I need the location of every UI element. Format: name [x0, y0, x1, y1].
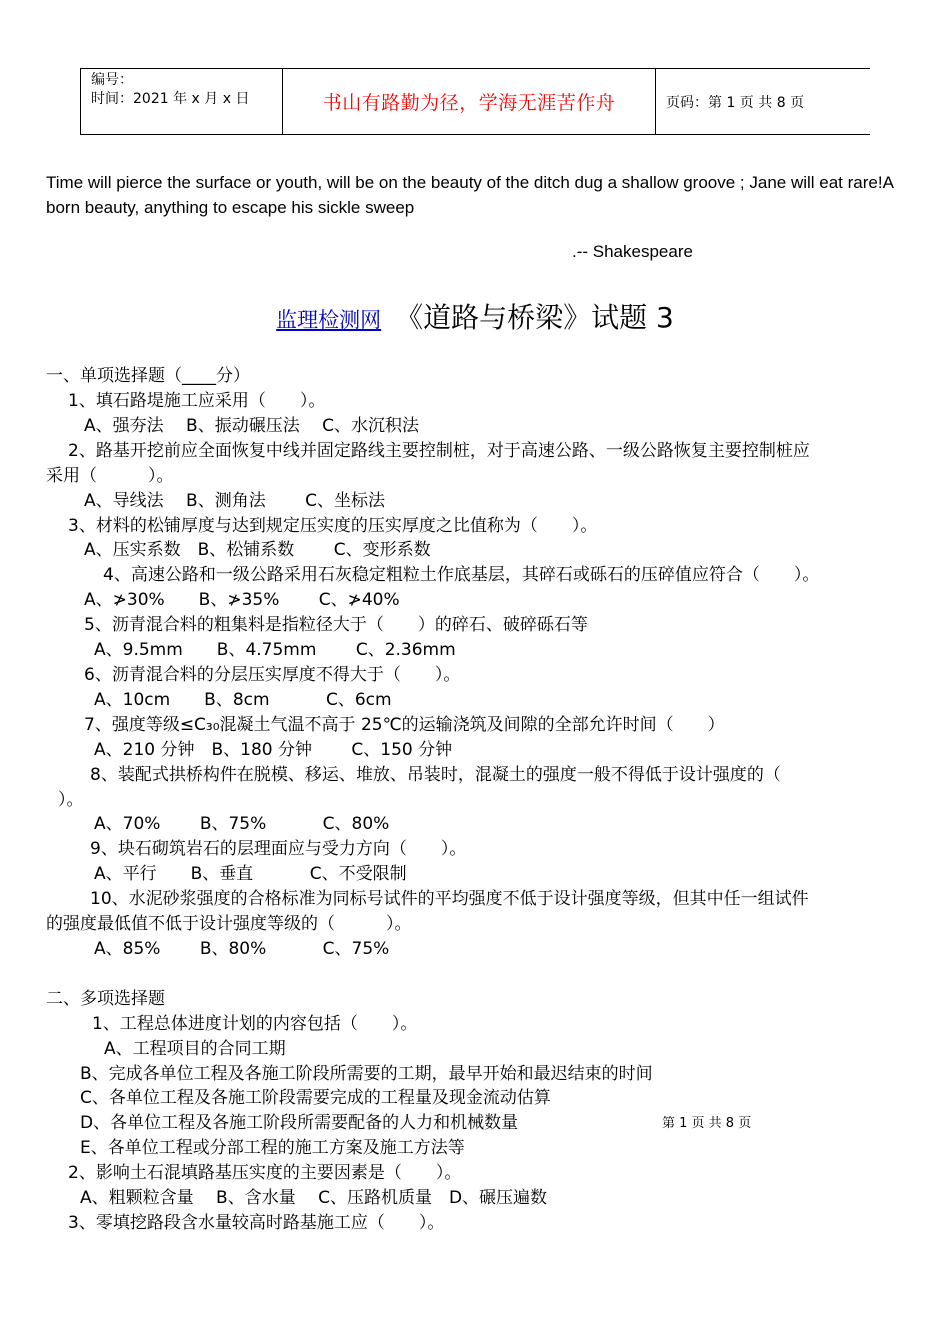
question-line-continued: 的强度最低值不低于设计强度等级的（ ）。 [46, 914, 412, 934]
question-line: 2、路基开挖前应全面恢复中线并固定路线主要控制桩，对于高速公路、一级公路恢复主要控制桩应 [68, 441, 810, 461]
question-line: 3、材料的松铺厚度与达到规定压实度的压实厚度之比值称为（ ）。 [68, 516, 598, 536]
page-label: 页码：第 1 页 共 8 页 [666, 94, 805, 111]
option-line: B、完成各单位工程及各施工阶段所需要的工期，最早开始和最迟结束的时间 [80, 1064, 653, 1084]
page-title [0, 296, 950, 336]
time-label: 时间：2021 年 x 月 x 日 [91, 91, 250, 107]
option-line: E、各单位工程或分部工程的施工方案及施工方法等 [80, 1138, 465, 1158]
question-line: 10、水泥砂浆强度的合格标准为同标号试件的平均强度不低于设计强度等级，但其中任一组试件 [90, 889, 809, 909]
question-line: 4、高速公路和一级公路采用石灰稳定粗粒土作底基层，其碎石或砾石的压碎值应符合（ ）。 [103, 565, 820, 585]
header-info-cell [81, 69, 283, 134]
options-line: A、70% B、75% C、80% [94, 814, 390, 834]
question-line: 6、沥青混合料的分层压实厚度不得大于（ ）。 [84, 665, 461, 685]
options-line: A、9.5mm B、4.75mm C、2.36mm [94, 640, 456, 660]
options-line: A、压实系数 B、松铺系数 C、变形系数 [84, 540, 431, 560]
question-line: 1、工程总体进度计划的内容包括（ ）。 [92, 1014, 418, 1034]
options-line: A、平行 B、垂直 C、不受限制 [94, 864, 407, 884]
question-line: 3、零填挖路段含水量较高时路基施工应（ ）。 [68, 1213, 445, 1233]
option-line: D、各单位工程及各施工阶段所需要配备的人力和机械数量 [80, 1113, 519, 1133]
number-label: 编号： [91, 72, 133, 88]
option-line: A、工程项目的合同工期 [104, 1039, 286, 1059]
options-line: A、210 分钟 B、180 分钟 C、150 分钟 [94, 740, 453, 760]
header-table [80, 68, 870, 135]
page-label-cell [656, 69, 870, 134]
motto-text: 书山有路勤为径，学海无涯苦作舟 [322, 92, 616, 114]
quote-text: Time will pierce the surface or youth, will be on the beauty of the ditch dug a shallow groove ; Jane will eat rare!A born beauty, anything to escape his sickle sweep [46, 173, 893, 217]
question-line-continued: ）。 [58, 790, 84, 810]
options-line: A、10cm B、8cm C、6cm [94, 690, 392, 710]
question-line: 1、填石路堤施工应采用（ ）。 [68, 391, 326, 411]
options-line: A、≯30% B、≯35% C、≯40% [84, 590, 400, 610]
options-line: A、粗颗粒含量 B、含水量 C、压路机质量 D、碾压遍数 [80, 1188, 548, 1208]
quote-author: .-- Shakespeare [572, 242, 693, 261]
section-heading-single-choice: 一、单项选择题（____分） [46, 366, 250, 386]
motto-cell [283, 69, 656, 134]
question-line: 7、强度等级≤C₃₀混凝土气温不高于 25℃的运输浇筑及间隙的全部允许时间（ ） [84, 715, 725, 735]
options-line: A、强夯法 B、振动碾压法 C、水沉积法 [84, 416, 419, 436]
site-link[interactable]: 监理检测网 [276, 308, 382, 332]
question-line: 2、影响土石混填路基压实度的主要因素是（ ）。 [68, 1163, 462, 1183]
title-main: 《道路与桥梁》试题 3 [395, 301, 674, 334]
question-line: 9、块石砌筑岩石的层理面应与受力方向（ ）。 [90, 839, 467, 859]
question-line: 8、装配式拱桥构件在脱模、移运、堆放、吊装时，混凝土的强度一般不得低于设计强度的（ [90, 765, 781, 785]
question-line-continued: 采用（ ）。 [46, 466, 174, 486]
option-line: C、各单位工程及各施工阶段需要完成的工程量及现金流动估算 [80, 1088, 551, 1108]
question-line: 5、沥青混合料的粗集料是指粒径大于（ ）的碎石、破碎砾石等 [84, 615, 588, 635]
page-number: 第 1 页 共 8 页 [662, 1116, 752, 1131]
options-line: A、导线法 B、测角法 C、坐标法 [84, 491, 385, 511]
options-line: A、85% B、80% C、75% [94, 939, 390, 959]
section-heading-multiple-choice: 二、多项选择题 [46, 989, 165, 1009]
